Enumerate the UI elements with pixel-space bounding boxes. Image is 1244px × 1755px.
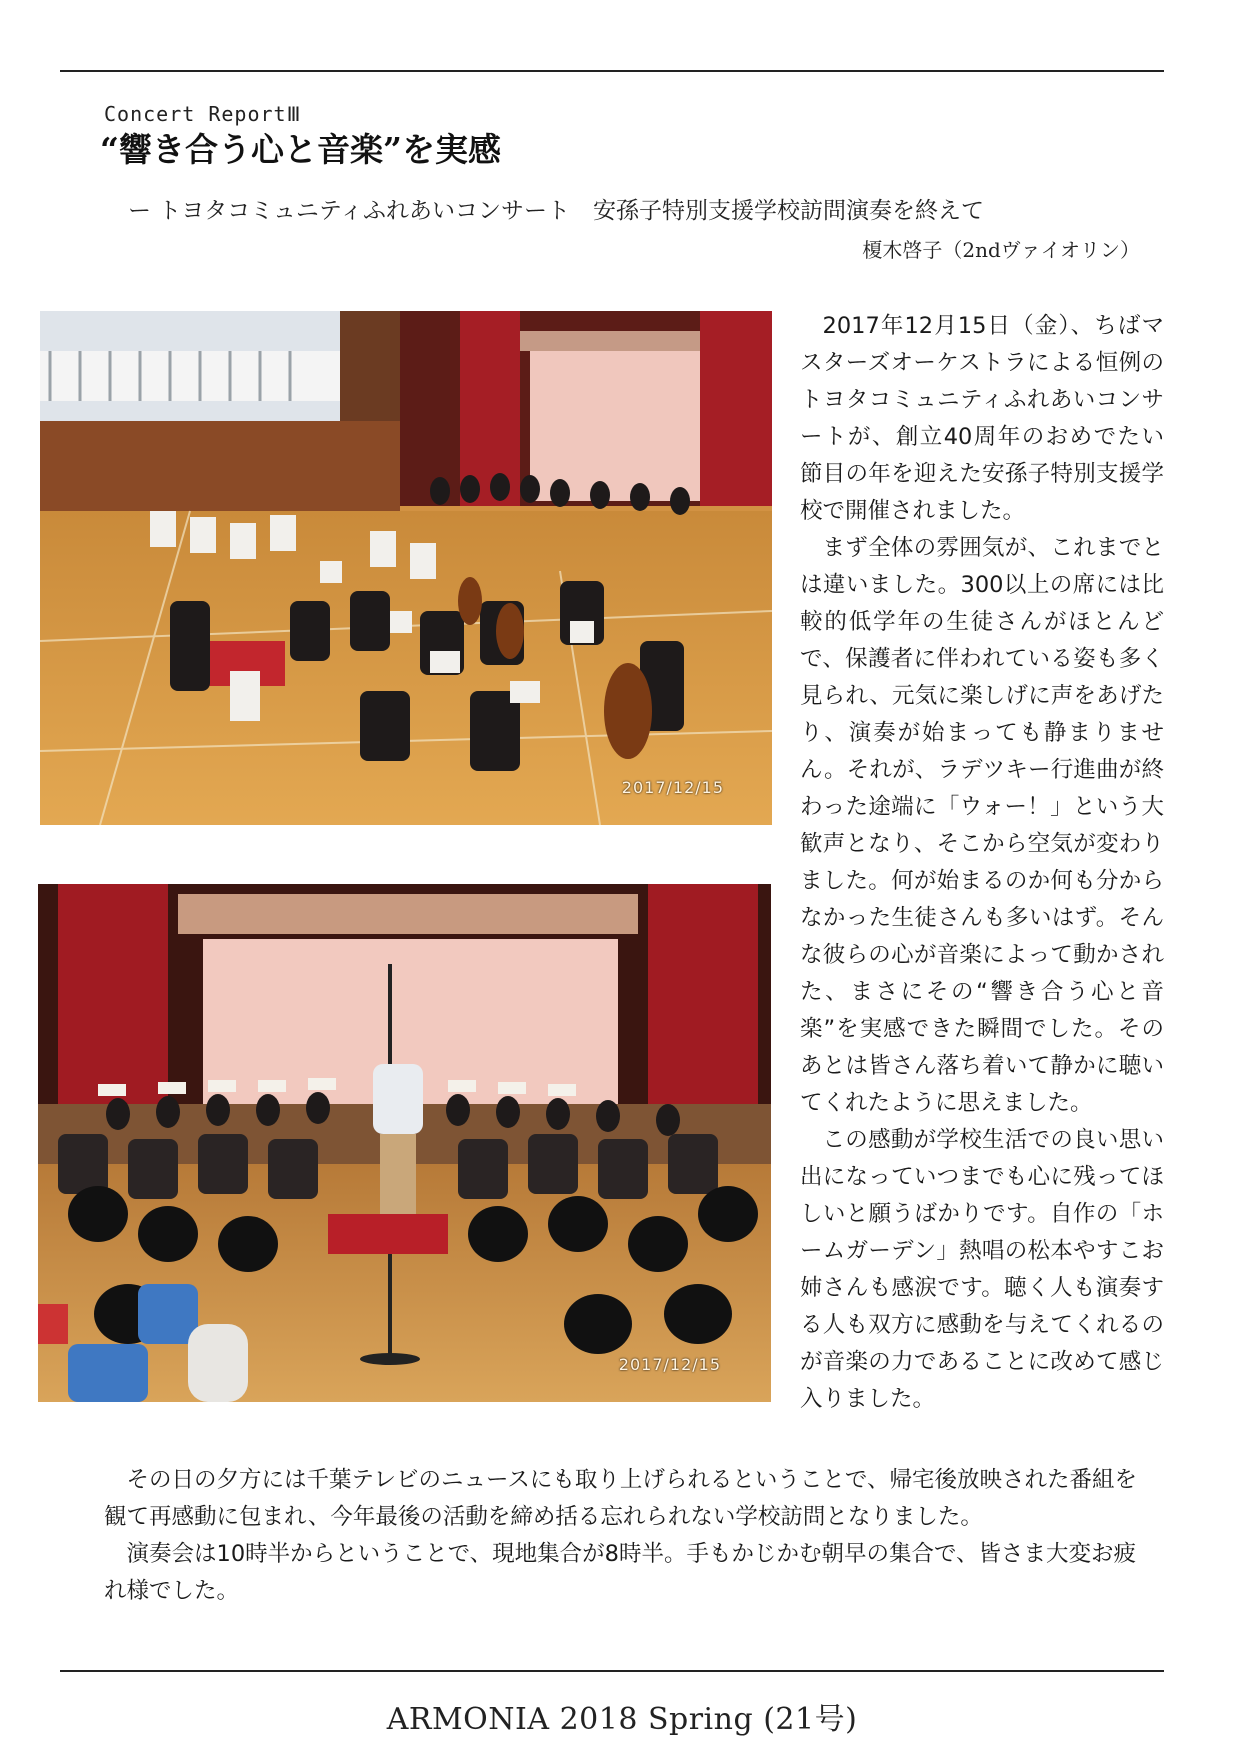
page-footer: ARMONIA 2018 Spring (21号) (386, 1702, 858, 1737)
photo-2-date-stamp: 2017/12/15 (618, 1355, 721, 1374)
top-rule (60, 70, 1164, 72)
section-kicker: Concert ReportⅢ (104, 102, 302, 126)
photo-1-date-stamp: 2017/12/15 (621, 778, 724, 797)
concert-photo-1 (40, 311, 772, 825)
concert-photo-2 (38, 884, 771, 1402)
column-paragraph: 2017年12月15日（金）、ちばマスターズオーケストラによる恒例のトヨタコミュニティふれあいコンサートが、創立40周年のおめでたい節目の年を迎えた安孫子特別支援学校で開催されました。 (800, 313, 1164, 524)
bottom-rule (60, 1670, 1164, 1672)
concert-photo-2-image (38, 884, 771, 1402)
article-title: “響き合う心と音楽”を実感 (100, 130, 501, 169)
article-closing (104, 1462, 1138, 1610)
column-paragraph: まず全体の雰囲気が、これまでとは違いました。300以上の席には比較的低学年の生徒さんがほとんどで、保護者に伴われている姿も多く見られ、元気に楽しげに声をあげたり、演奏が始まっても静まりません。それが、ラデツキー行進曲が終わった途端に「ウォー！」という大歓声となり、そこから空気が変わりました。何が始まるのか何も分からなかった生徒さんも多いはず。そんな彼らの心が音楽によって動かされた、まさにその“響き合う心と音楽”を実感できた瞬間でした。そのあとは皆さん落ち着いて静かに聴いてくれたように思えました。 (800, 535, 1164, 1116)
column-paragraph: この感動が学校生活での良い思い出になっていつまでも心に残ってほしいと願うばかりです。自作の「ホームガーデン」熱唱の松本やすこお姉さんも感涙です。聴く人も演奏する人も双方に感動を与えてくれるのが音楽の力であることに改めて感じ入りました。 (800, 1127, 1164, 1412)
article-column (800, 308, 1164, 1418)
closing-paragraph: 演奏会は10時半からということで、現地集合が8時半。手もかじかむ朝早の集合で、皆さま大変お疲れ様でした。 (104, 1541, 1137, 1604)
closing-paragraph: その日の夕方には千葉テレビのニュースにも取り上げられるということで、帰宅後放映された番組を観て再感動に包まれ、今年最後の活動を締め括る忘れられない学校訪問となりました。 (104, 1467, 1137, 1530)
concert-photo-1-image (40, 311, 772, 825)
article-author: 榎木啓子（2ndヴァイオリン） (862, 238, 1140, 262)
article-subtitle: ー トヨタコミュニティふれあいコンサート 安孫子特別支援学校訪問演奏を終えて (128, 198, 985, 224)
